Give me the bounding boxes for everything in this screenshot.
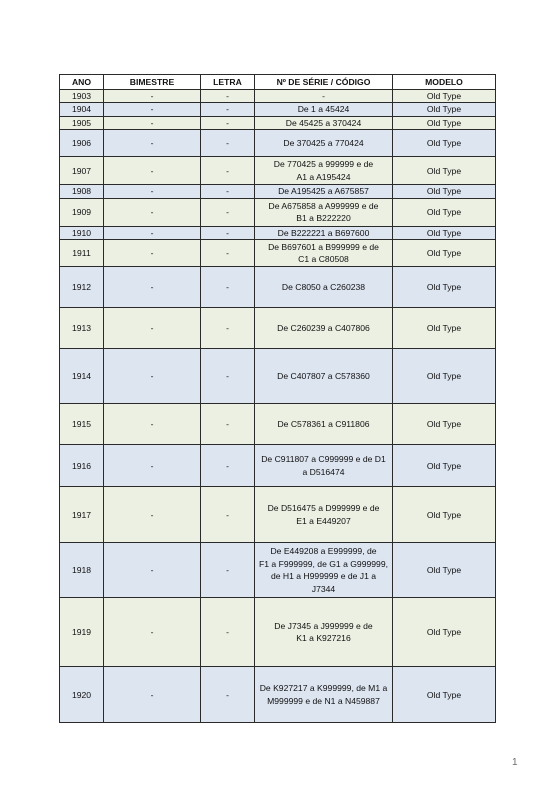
cell-modelo: Old Type <box>393 308 496 349</box>
cell-letra: - <box>201 445 255 487</box>
table-header-row <box>60 75 496 90</box>
serie-line: De A675858 a A999999 e de <box>268 200 379 211</box>
cell-ano: 1905 <box>60 116 104 129</box>
cell-serie <box>255 198 393 226</box>
cell-serie <box>255 543 393 598</box>
cell-bimestre: - <box>104 130 201 157</box>
cell-serie <box>255 667 393 723</box>
table-row <box>60 198 496 226</box>
serie-line: B1 a B222220 <box>296 213 351 224</box>
cell-bimestre: - <box>104 103 201 116</box>
cell-letra: - <box>201 130 255 157</box>
cell-ano: 1906 <box>60 130 104 157</box>
cell-letra: - <box>201 157 255 185</box>
cell-ano: 1919 <box>60 598 104 667</box>
table-row <box>60 404 496 445</box>
cell-letra: - <box>201 116 255 129</box>
cell-letra: - <box>201 349 255 404</box>
cell-modelo: Old Type <box>393 185 496 198</box>
cell-modelo: Old Type <box>393 349 496 404</box>
serie-line: M999999 e de N1 a N459887 <box>267 695 380 706</box>
serie-line: De 45425 a 370424 <box>285 117 362 128</box>
table-row <box>60 487 496 543</box>
cell-bimestre: - <box>104 185 201 198</box>
cell-letra: - <box>201 404 255 445</box>
cell-modelo: Old Type <box>393 445 496 487</box>
header-modelo: MODELO <box>393 75 496 90</box>
serie-line: De K927217 a K999999, de M1 a <box>259 683 388 694</box>
cell-bimestre: - <box>104 598 201 667</box>
cell-bimestre: - <box>104 667 201 723</box>
cell-modelo: Old Type <box>393 240 496 267</box>
cell-ano: 1918 <box>60 543 104 598</box>
serie-line: de H1 a H999999 e de J1 a J7344 <box>270 571 377 594</box>
cell-ano: 1904 <box>60 103 104 116</box>
serie-line: De B222221 a B697600 <box>277 227 370 238</box>
cell-letra: - <box>201 543 255 598</box>
cell-serie <box>255 116 393 129</box>
table-row <box>60 103 496 116</box>
serie-line: De A195425 a A675857 <box>278 186 369 197</box>
table-row <box>60 130 496 157</box>
cell-serie <box>255 226 393 239</box>
serie-line: De C260239 a C407806 <box>277 323 370 334</box>
cell-ano: 1903 <box>60 90 104 103</box>
cell-letra: - <box>201 198 255 226</box>
cell-modelo: Old Type <box>393 267 496 308</box>
serie-line: F1 a F999999, de G1 a G999999, <box>259 558 388 569</box>
table-row <box>60 667 496 723</box>
page-number: 1 <box>512 757 518 768</box>
cell-serie <box>255 404 393 445</box>
cell-serie <box>255 598 393 667</box>
cell-letra: - <box>201 90 255 103</box>
cell-modelo: Old Type <box>393 598 496 667</box>
cell-ano: 1911 <box>60 240 104 267</box>
header-serie: Nº DE SÉRIE / CÓDIGO <box>255 75 393 90</box>
cell-modelo: Old Type <box>393 157 496 185</box>
cell-ano: 1909 <box>60 198 104 226</box>
serial-number-table <box>59 74 496 723</box>
cell-ano: 1920 <box>60 667 104 723</box>
cell-ano: 1907 <box>60 157 104 185</box>
cell-letra: - <box>201 487 255 543</box>
cell-letra: - <box>201 240 255 267</box>
cell-bimestre: - <box>104 487 201 543</box>
cell-modelo: Old Type <box>393 198 496 226</box>
cell-modelo: Old Type <box>393 90 496 103</box>
header-letra: LETRA <box>201 75 255 90</box>
cell-bimestre: - <box>104 308 201 349</box>
cell-serie <box>255 487 393 543</box>
serie-line: De B697601 a B999999 e de <box>268 241 379 252</box>
cell-serie <box>255 130 393 157</box>
table-row <box>60 349 496 404</box>
table-row <box>60 90 496 103</box>
cell-bimestre: - <box>104 349 201 404</box>
cell-ano: 1917 <box>60 487 104 543</box>
serie-line: K1 a K927216 <box>296 633 351 644</box>
serie-line: - <box>322 91 325 101</box>
table-row <box>60 543 496 598</box>
cell-letra: - <box>201 308 255 349</box>
table-row <box>60 185 496 198</box>
serie-line: De 770425 a 999999 e de <box>273 159 374 170</box>
serie-line: E1 a E449207 <box>296 515 351 526</box>
cell-bimestre: - <box>104 404 201 445</box>
cell-serie <box>255 267 393 308</box>
cell-bimestre: - <box>104 116 201 129</box>
cell-ano: 1916 <box>60 445 104 487</box>
cell-ano: 1912 <box>60 267 104 308</box>
serie-line: De J7345 a J999999 e de <box>274 620 373 631</box>
cell-modelo: Old Type <box>393 116 496 129</box>
cell-bimestre: - <box>104 267 201 308</box>
cell-ano: 1910 <box>60 226 104 239</box>
serie-line: De C8050 a C260238 <box>281 282 366 293</box>
header-ano: ANO <box>60 75 104 90</box>
serie-line: De C911807 a C999999 e de D1 <box>261 454 386 465</box>
cell-modelo: Old Type <box>393 667 496 723</box>
table-row <box>60 598 496 667</box>
serie-line: A1 a A195424 <box>296 171 351 182</box>
cell-bimestre: - <box>104 543 201 598</box>
cell-serie <box>255 445 393 487</box>
cell-letra: - <box>201 598 255 667</box>
cell-modelo: Old Type <box>393 543 496 598</box>
serie-line: De C407807 a C578360 <box>277 371 370 382</box>
table-row <box>60 308 496 349</box>
cell-serie <box>255 185 393 198</box>
table-row <box>60 226 496 239</box>
cell-modelo: Old Type <box>393 130 496 157</box>
table-row <box>60 240 496 267</box>
cell-letra: - <box>201 267 255 308</box>
cell-serie <box>255 308 393 349</box>
cell-modelo: Old Type <box>393 226 496 239</box>
cell-ano: 1913 <box>60 308 104 349</box>
table-body <box>60 90 496 723</box>
cell-modelo: Old Type <box>393 487 496 543</box>
cell-letra: - <box>201 185 255 198</box>
serie-line: a D516474 <box>302 466 345 477</box>
table-row <box>60 267 496 308</box>
cell-modelo: Old Type <box>393 404 496 445</box>
table-row <box>60 116 496 129</box>
serie-line: De E449208 a E999999, de <box>270 546 377 557</box>
serie-line: De D516475 a D999999 e de <box>267 503 380 514</box>
cell-bimestre: - <box>104 198 201 226</box>
cell-bimestre: - <box>104 445 201 487</box>
serie-line: De 1 a 45424 <box>297 104 350 115</box>
table-row <box>60 157 496 185</box>
cell-serie <box>255 240 393 267</box>
cell-letra: - <box>201 103 255 116</box>
serie-line: De 370425 a 770424 <box>283 138 364 149</box>
cell-bimestre: - <box>104 240 201 267</box>
serie-line: De C578361 a C911806 <box>277 419 370 430</box>
table-row <box>60 445 496 487</box>
serie-line: C1 a C80508 <box>298 254 349 265</box>
header-bimestre: BIMESTRE <box>104 75 201 90</box>
cell-serie <box>255 157 393 185</box>
cell-serie <box>255 90 393 103</box>
cell-letra: - <box>201 667 255 723</box>
cell-bimestre: - <box>104 90 201 103</box>
cell-modelo: Old Type <box>393 103 496 116</box>
cell-serie <box>255 349 393 404</box>
cell-ano: 1915 <box>60 404 104 445</box>
cell-ano: 1914 <box>60 349 104 404</box>
cell-letra: - <box>201 226 255 239</box>
cell-bimestre: - <box>104 226 201 239</box>
cell-bimestre: - <box>104 157 201 185</box>
cell-ano: 1908 <box>60 185 104 198</box>
cell-serie <box>255 103 393 116</box>
